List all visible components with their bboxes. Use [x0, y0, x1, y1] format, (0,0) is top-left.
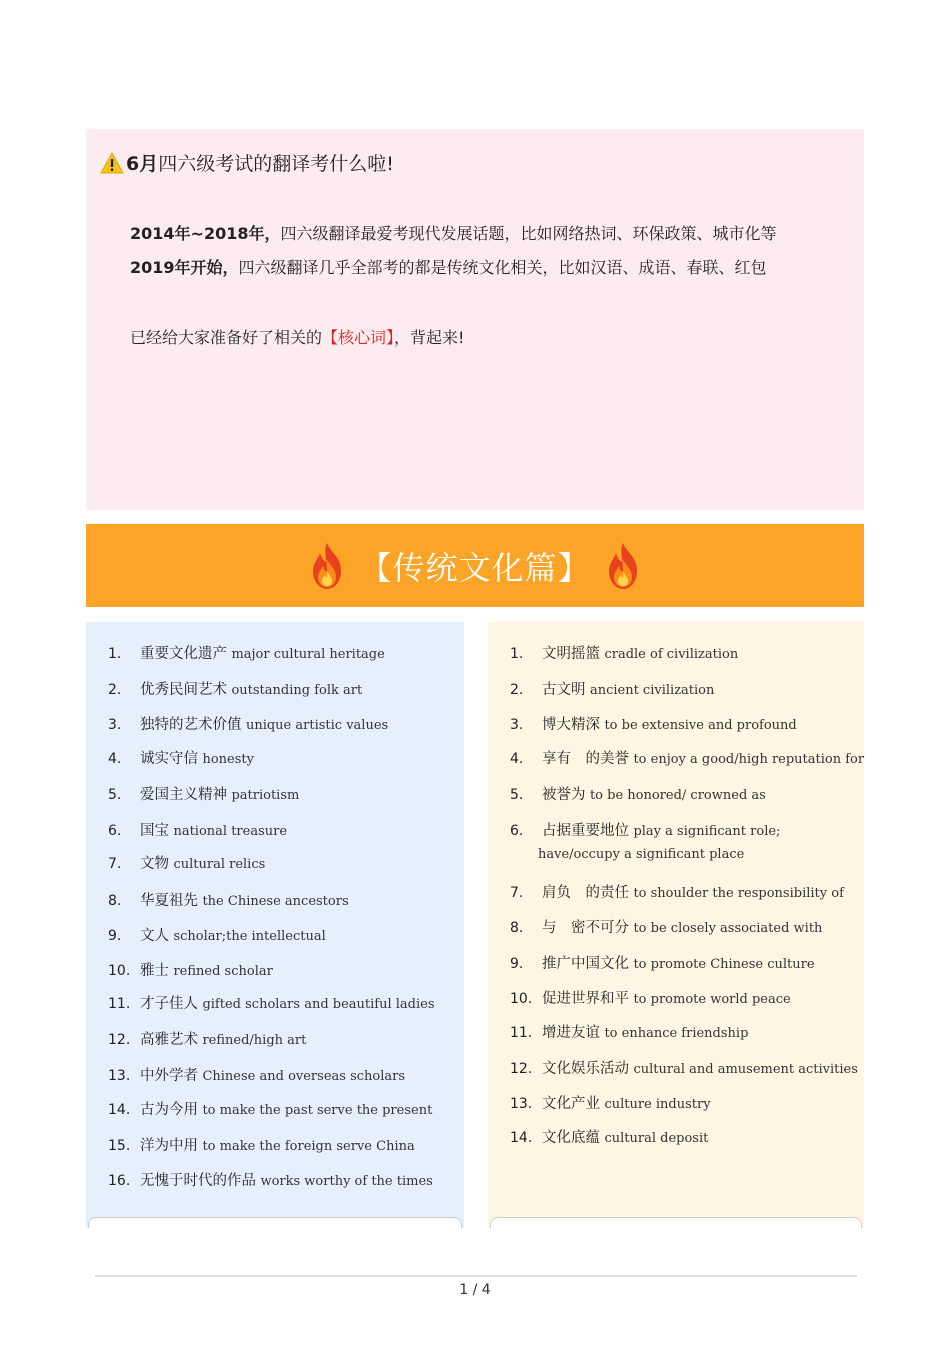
vocab-number: 3.: [108, 717, 122, 733]
vocab-number: 6.: [510, 823, 524, 839]
notice-line-2: [130, 255, 767, 278]
banner-title: 【传统文化篇】: [359, 548, 591, 587]
vocab-number: 5.: [108, 787, 122, 803]
vocab-number: 16.: [108, 1173, 131, 1189]
vocab-english: to promote world peace: [633, 992, 791, 1007]
vocab-chinese: 与 密不可分: [542, 920, 629, 936]
vocab-english: to be honored/ crowned as: [589, 788, 766, 803]
vocab-number: 10.: [510, 991, 533, 1007]
vocab-item: [108, 1028, 306, 1049]
vocab-item: [108, 783, 299, 804]
vocab-item: [510, 1021, 748, 1042]
vocab-item: [510, 952, 815, 973]
vocab-english: cradle of civilization: [604, 647, 739, 662]
vocab-english: to be closely associated with: [633, 921, 823, 936]
vocab-number: 12.: [108, 1032, 131, 1048]
vocab-item: [108, 819, 287, 840]
vocab-number: 11.: [108, 996, 131, 1012]
section-banner: [86, 524, 864, 607]
notice-line-3-text: 已经给大家准备好了相关的: [130, 328, 323, 347]
vocab-english: unique artistic values: [245, 718, 389, 733]
vocab-item: [108, 924, 326, 945]
notice-title: [100, 149, 394, 176]
vocab-item: [108, 713, 388, 734]
vocab-chinese: 占据重要地位: [542, 823, 629, 839]
vocab-number: 12.: [510, 1061, 533, 1077]
vocab-chinese: 重要文化遗产: [140, 646, 227, 662]
vocab-item: [108, 678, 362, 699]
vocab-chinese: 古文明: [542, 682, 586, 698]
vocab-chinese: 华夏祖先: [140, 893, 198, 909]
core-words-highlight: 【核心词】: [322, 328, 395, 347]
footer-divider: [95, 1275, 857, 1277]
vocab-number: 6.: [108, 823, 122, 839]
vocab-english: outstanding folk art: [231, 683, 363, 698]
vocab-item: [108, 959, 273, 980]
vocab-chinese: 洋为中用: [140, 1138, 198, 1154]
vocab-chinese: 享有 的美誉: [542, 751, 629, 767]
notice-box: [86, 129, 864, 510]
vocab-english: patriotism: [231, 788, 300, 803]
vocab-item: [510, 916, 822, 937]
vocab-chinese: 博大精深: [542, 717, 600, 733]
fire-icon: [305, 541, 349, 591]
notice-line-2-bold: 2019年开始，: [130, 258, 239, 277]
vocab-item: [108, 747, 254, 768]
vocab-number: 9.: [108, 928, 122, 944]
vocab-item: [108, 1134, 415, 1155]
vocab-chinese: 增进友谊: [542, 1025, 600, 1041]
vocab-chinese: 促进世界和平: [542, 991, 629, 1007]
vocab-english: national treasure: [173, 824, 288, 839]
vocab-number: 15.: [108, 1138, 131, 1154]
vocab-number: 8.: [108, 893, 122, 909]
vocab-english: cultural relics: [173, 857, 266, 872]
notice-line-2-text: 四六级翻译几乎全部考的都是传统文化相关，比如汉语、成语、春联、红包: [238, 258, 767, 277]
vocab-english: ancient civilization: [589, 683, 715, 698]
vocab-english: cultural and amusement activities: [633, 1062, 858, 1077]
vocab-chinese: 雅士: [140, 963, 169, 979]
vocab-chinese: 古为今用: [140, 1102, 198, 1118]
page-number: 1 / 4: [459, 1282, 491, 1298]
vocab-english: the Chinese ancestors: [202, 894, 349, 909]
vocab-number: 14.: [108, 1102, 131, 1118]
vocab-chinese: 文化产业: [542, 1096, 600, 1112]
vocab-chinese: 独特的艺术价值: [140, 717, 242, 733]
vocab-number: 10.: [108, 963, 131, 979]
notice-title-bold: 6月: [126, 153, 159, 175]
vocab-item: [510, 987, 791, 1008]
vocab-item: [108, 889, 349, 910]
vocab-chinese: 文物: [140, 856, 169, 872]
notice-line-1: [130, 221, 777, 244]
vocab-english: works worthy of the times: [260, 1174, 433, 1189]
vocab-item: [510, 819, 780, 840]
notice-line-1-bold: 2014年~2018年，: [130, 224, 281, 243]
vocab-english: to make the past serve the present: [202, 1103, 433, 1118]
vocab-item: [108, 852, 265, 873]
vocab-number: 8.: [510, 920, 524, 936]
vocab-item: [108, 992, 435, 1013]
vocab-chinese: 诚实守信: [140, 751, 198, 767]
vocab-chinese: 高雅艺术: [140, 1032, 198, 1048]
vocab-number: 13.: [108, 1068, 131, 1084]
vocab-english: major cultural heritage: [231, 647, 385, 662]
vocab-english: refined scholar: [173, 964, 273, 979]
vocab-chinese: 文化底蕴: [542, 1130, 600, 1146]
right-vocab-column: [488, 622, 864, 1228]
vocab-english: to promote Chinese culture: [633, 957, 815, 972]
vocab-number: 1.: [510, 646, 524, 662]
vocab-chinese: 推广中国文化: [542, 956, 629, 972]
vocab-english: to make the foreign serve China: [202, 1139, 415, 1154]
vocab-english: culture industry: [604, 1097, 711, 1112]
vocab-number: 14.: [510, 1130, 533, 1146]
vocab-number: 5.: [510, 787, 524, 803]
vocab-english: scholar;the intellectual: [173, 929, 326, 944]
vocab-chinese: 爱国主义精神: [140, 787, 227, 803]
vocab-item: [108, 642, 385, 663]
vocab-english: cultural deposit: [604, 1131, 709, 1146]
vocab-item: [510, 881, 844, 902]
vocab-number: 2.: [510, 682, 524, 698]
vocab-english: refined/high art: [202, 1033, 307, 1048]
vocab-number: 1.: [108, 646, 122, 662]
left-vocab-column: [86, 622, 464, 1228]
vocab-number: 13.: [510, 1096, 533, 1112]
vocab-chinese: 中外学者: [140, 1068, 198, 1084]
vocab-chinese: 优秀民间艺术: [140, 682, 227, 698]
vocab-number: 4.: [510, 751, 524, 767]
fire-icon: [601, 541, 645, 591]
vocab-english: gifted scholars and beautiful ladies: [202, 997, 435, 1012]
vocab-number: 11.: [510, 1025, 533, 1041]
notice-line-3-end: ，背起来!: [394, 328, 465, 347]
vocab-number: 7.: [510, 885, 524, 901]
notice-line-3: [130, 325, 464, 348]
vocab-item: [510, 1092, 711, 1113]
notice-title-text: 四六级考试的翻译考什么啦!: [158, 153, 394, 175]
vocab-chinese: 文明摇篮: [542, 646, 600, 662]
vocab-item: [510, 642, 738, 663]
notice-line-1-text: 四六级翻译最爱考现代发展话题，比如网络热词、环保政策、城市化等: [280, 224, 777, 243]
vocab-english: to enhance friendship: [604, 1026, 749, 1041]
vocab-number: 2.: [108, 682, 122, 698]
vocab-chinese: 肩负 的责任: [542, 885, 629, 901]
vocab-english: honesty: [202, 752, 254, 767]
right-column-footer: [490, 1217, 862, 1228]
vocab-number: 4.: [108, 751, 122, 767]
vocab-chinese: 文人: [140, 928, 169, 944]
vocab-item: [510, 747, 864, 768]
vocab-number: 3.: [510, 717, 524, 733]
vocab-chinese: 被誉为: [542, 787, 586, 803]
vocab-chinese: 无愧于时代的作品: [140, 1173, 256, 1189]
warning-icon: [100, 152, 124, 174]
vocab-item: [108, 1169, 433, 1190]
vocab-chinese: 国宝: [140, 823, 169, 839]
vocab-item: [510, 1126, 708, 1147]
vocab-chinese: 文化娱乐活动: [542, 1061, 629, 1077]
vocab-item: [510, 1057, 858, 1078]
vocab-item: [510, 713, 797, 734]
vocab-english: Chinese and overseas scholars: [202, 1069, 406, 1084]
vocab-english: to enjoy a good/high reputation for: [633, 752, 865, 767]
vocab-item: [510, 783, 766, 804]
vocab-english: play a significant role;: [633, 824, 781, 839]
vocab-item: [108, 1064, 405, 1085]
vocab-english: to be extensive and profound: [604, 718, 797, 733]
vocab-number: 7.: [108, 856, 122, 872]
vocab-english-continued: have/occupy a significant place: [538, 847, 745, 862]
vocab-item: [108, 1098, 432, 1119]
vocab-number: 9.: [510, 956, 524, 972]
vocab-english: to shoulder the responsibility of: [633, 886, 844, 901]
vocab-chinese: 才子佳人: [140, 996, 198, 1012]
left-column-footer: [88, 1217, 462, 1228]
vocab-item: [510, 678, 714, 699]
